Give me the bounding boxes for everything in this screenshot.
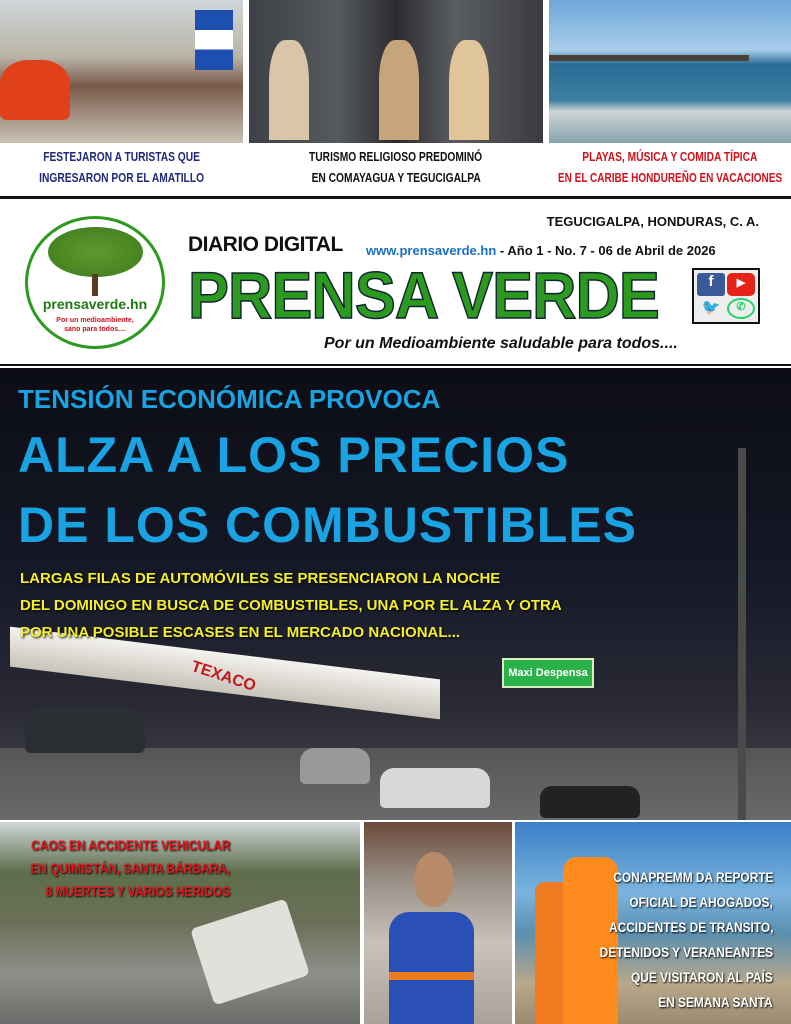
car xyxy=(540,786,640,818)
tree-icon xyxy=(48,227,143,277)
caption-line: PLAYAS, MÚSICA Y COMIDA TÍPICA xyxy=(582,150,758,164)
utility-pole xyxy=(738,448,746,820)
statue xyxy=(379,40,419,140)
dancer-skirt xyxy=(0,60,70,120)
headline-line: QUE VISITARON AL PAÍS xyxy=(631,969,773,985)
social-box xyxy=(692,268,760,324)
caption-line: EN EL CARIBE HONDUREÑO EN VACACIONES xyxy=(557,171,783,185)
caption-line: EN COMAYAGUA Y TEGUCIGALPA xyxy=(311,171,481,185)
issue-line xyxy=(366,243,716,259)
head xyxy=(414,852,454,907)
car xyxy=(25,708,145,753)
logo-text: prensaverde.hn xyxy=(42,296,148,312)
headline-line: DETENIDOS Y VERANEANTES xyxy=(599,944,773,960)
location: TEGUCIGALPA, HONDURAS, C. A. xyxy=(546,214,759,229)
photo-amatillo xyxy=(0,0,243,143)
statue xyxy=(269,40,309,140)
headline-line: CONAPREMM DA REPORTE xyxy=(612,869,773,885)
headline-line: ACCIDENTES DE TRANSITO, xyxy=(608,919,773,935)
deck-line: DEL DOMINGO EN BUSCA DE COMBUSTIBLES, UNA POR EL ALZA Y OTRA xyxy=(20,597,562,614)
main-story[interactable] xyxy=(0,368,791,820)
photo-beach xyxy=(549,0,791,143)
car xyxy=(380,768,490,808)
issue-info: - Año 1 - No. 7 - 06 de Abril de 2026 xyxy=(499,243,716,258)
headline-line: CAOS EN ACCIDENTE VEHICULAR xyxy=(30,837,230,853)
headline-line: EN QUIMISTÁN, SANTA BÁRBARA, xyxy=(30,860,230,876)
store-sign: Maxi Despensa xyxy=(502,658,594,688)
slogan: Por un Medioambiente saludable para todos.... xyxy=(324,335,678,352)
facebook-icon[interactable]: f xyxy=(697,273,725,296)
headline-line: 8 MUERTES Y VARIOS HERIDOS xyxy=(45,883,230,899)
pier xyxy=(549,55,749,61)
bottom-story-accident[interactable] xyxy=(0,822,360,1024)
caption-line: FESTEJARON A TURISTAS QUE xyxy=(43,150,200,164)
statue xyxy=(449,40,489,140)
headline-line: ALZA A LOS PRECIOS xyxy=(18,427,570,483)
website-link[interactable]: www.prensaverde.hn xyxy=(366,243,497,258)
photo-religious xyxy=(249,0,543,143)
headline-line: DE LOS COMBUSTIBLES xyxy=(18,497,638,553)
car xyxy=(300,748,370,784)
youtube-icon[interactable]: ▶ xyxy=(727,273,755,296)
logo[interactable] xyxy=(25,216,165,349)
tree-trunk xyxy=(92,274,98,296)
logo-slogan: Por un medioambiente, sano para todos.... xyxy=(56,317,134,333)
kicker: DIARIO DIGITAL xyxy=(188,233,343,256)
kicker: TENSIÓN ECONÓMICA PROVOCA xyxy=(18,384,441,414)
flag xyxy=(195,10,233,70)
twitter-icon[interactable]: 🐦 xyxy=(701,299,721,316)
caption-line: INGRESARON POR EL AMATILLO xyxy=(39,171,204,185)
divider xyxy=(0,364,791,366)
photo-interview[interactable] xyxy=(364,822,512,1024)
vest xyxy=(389,912,474,1024)
masthead-title: PRENSA VERDE xyxy=(188,258,659,332)
whatsapp-icon[interactable]: ✆ xyxy=(727,298,755,319)
station-sign: TEXACO xyxy=(189,658,258,695)
bottom-story-conapremm[interactable] xyxy=(515,822,791,1024)
headline-line: EN SEMANA SANTA xyxy=(658,994,773,1010)
caption-line: TURISMO RELIGIOSO PREDOMINÓ xyxy=(309,150,483,164)
divider xyxy=(0,196,791,199)
headline-line: OFICIAL DE AHOGADOS, xyxy=(629,894,773,910)
deck-line: LARGAS FILAS DE AUTOMÓVILES SE PRESENCIARON LA NOCHE xyxy=(20,570,501,587)
vest-stripe xyxy=(389,972,474,980)
deck-line: POR UNA POSIBLE ESCASES EN EL MERCADO NACIONAL... xyxy=(20,624,461,641)
overturned-vehicle xyxy=(190,899,310,1006)
